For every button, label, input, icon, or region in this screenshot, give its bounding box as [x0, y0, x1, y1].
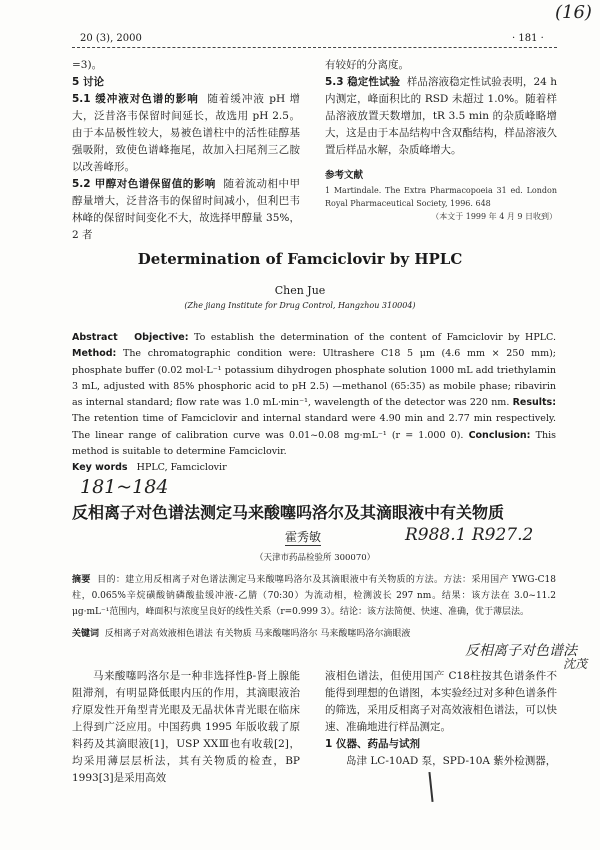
- paragraph-text: 样品溶液稳定性试验表明，24 h 内测定，峰面积比的 RSD 未超过 1.0%。随着样品溶液放置天数增加，tR 3.5 min 的杂质峰略增大，这是由于本品结构中含双酯结构，样品溶液久置后样品水解，杂质峰增大。: [325, 76, 557, 156]
- keywords-text: 反相离子对高效液相色谱法 有关物质 马来酸噻吗洛尔 马来酸噻吗洛尔滴眼液: [104, 629, 411, 639]
- results-text: The retention time of Famciclovir and internal standard were 4.90 min and 2.77 min respectively. The linear range of calibration curve was 0.01~0.08 mg·mL⁻¹ (r = 1.000 0).: [72, 413, 556, 441]
- paragraph-text: 液相色谱法，但使用国产 C18柱按其色谱条件不能得到理想的色谱图，本实验经过对多种色谱条件的筛选，采用反相离子对高效液相色谱法，可以快速、准确地进行样品测定。: [325, 670, 557, 733]
- keywords-text: HPLC, Famciclovir: [136, 462, 227, 474]
- left-column: [72, 57, 300, 244]
- method-label: Method:: [72, 348, 117, 360]
- english-affiliation: (Zhe jiang Institute for Drug Control, Hangzhou 310004): [184, 301, 416, 310]
- chinese-title: 反相离子对色谱法测定马来酸噻吗洛尔及其滴眼液中有关物质: [72, 503, 505, 522]
- abstract-label: 摘要: [72, 575, 91, 585]
- reference-item: 1 Martindale. The Extra Pharmacopoeia 31 ed. London Royal Pharmaceutical Society, 1996. 648: [325, 186, 557, 208]
- results-label: Results:: [512, 397, 556, 409]
- method-text: The chromatographic condition were: Ultrashere C18 5 μm (4.6 mm × 250 mm); phosphate buffer (0.02 mol·L⁻¹ potassium dihydrogen phosphate solution 1000 mL add triethylamin 3 mL, adjusted with 85% phosphoric acid to pH 2.5) —methanol (65:35) as mobile phase; ribavirin as internal standard; flow rate was 1.0 mL·min⁻¹, wavelength of the detector was 220 nm.: [72, 348, 556, 409]
- conclusion-text: This method is suitable to determine Famciclovir.: [72, 429, 556, 458]
- pen-mark: [428, 772, 433, 802]
- header-rule: [72, 47, 557, 48]
- objective-text: To establish the determination of the content of Famciclovir by HPLC.: [188, 332, 556, 343]
- text-line: =3)。: [72, 59, 103, 71]
- paragraph-text: 随着流动相中甲醇量增大，泛昔洛韦的保留时间减小，但利巴韦林峰的保留时间变化不大，故选择甲醇量 35%，2 者: [72, 178, 300, 241]
- keywords-label: Key words: [72, 462, 128, 474]
- subsection-heading: 5.2 甲醇对色谱保留值的影响: [72, 178, 216, 190]
- subsection-heading: 5.1 缓冲液对色谱的影响: [72, 93, 199, 105]
- chinese-body-right: [325, 668, 557, 770]
- english-title: Determination of Famciclovir by HPLC: [137, 250, 463, 268]
- text-line: 有较好的分离度。: [325, 59, 409, 71]
- chinese-abstract: [72, 572, 556, 642]
- paragraph-text: 马来酸噻吗洛尔是一种非选择性β-肾上腺能阻滞剂，有明显降低眼内压的作用，其滴眼液治疗原发性开角型青光眼及无晶状体青光眼在临床上得到广泛应用。中国药典 1995 年版收载了原料药及其滴眼液[1]，USP XXⅢ也有收载[2]，均采用薄层层析法，其有关物质的检查，BP 1993[3]是采用高效: [72, 670, 300, 784]
- references-heading: 参考文献: [325, 170, 364, 181]
- chinese-affiliation: （天津市药品检验所 300070）: [255, 553, 376, 563]
- paragraph-5-1: [72, 91, 300, 176]
- handwritten-note: 反相离子对色谱法: [465, 643, 577, 659]
- abstract-text: 目的：建立用反相离子对色谱法测定马来酸噻吗洛尔及其滴眼液中有关物质的方法。方法：采用国产 YWG-C18柱，0.065%辛烷磺酸钠磷酸盐缓冲液-乙腈（70:30）为流动相，检测波长 297 nm。结果：该方法在 3.0~11.2 μg·mL⁻¹范围内，峰面积与浓度呈良好的线性关系（r=0.999 3）。结论：该方法简便、快速、准确，优于薄层法。: [72, 575, 556, 617]
- page-number: · 181 ·: [512, 33, 544, 44]
- english-author: Chen Jue: [274, 284, 326, 297]
- right-column: [325, 57, 557, 223]
- journal-issue: 20 (3), 2000: [80, 33, 142, 44]
- handwritten-page-range: 181~184: [80, 476, 169, 498]
- received-date: （本文于 1999 年 4 月 9 日收到）: [431, 212, 557, 221]
- subsection-heading: 5.3 稳定性试验: [325, 76, 401, 88]
- keywords-label: 关键词: [72, 629, 100, 639]
- handwritten-side-note: 沈茂: [563, 657, 588, 671]
- paragraph-5-3: [325, 74, 557, 159]
- conclusion-label: Conclusion:: [468, 429, 531, 441]
- english-abstract: [72, 330, 556, 477]
- section-heading: 5 讨论: [72, 76, 104, 88]
- handwritten-corner-mark: (16): [555, 2, 592, 23]
- paragraph-text: 岛津 LC-10AD 泵，SPD-10A 紫外检测器，: [346, 755, 557, 767]
- chinese-body-left: [72, 668, 300, 787]
- chinese-author: 霍秀敏: [285, 530, 322, 544]
- objective-label: Objective:: [134, 332, 189, 343]
- paragraph-5-2: [72, 176, 300, 244]
- abstract-label: Abstract: [72, 332, 118, 343]
- section-heading: 1 仪器、药品与试剂: [325, 738, 420, 750]
- handwritten-classification: R988.1 R927.2: [405, 525, 534, 545]
- paragraph-text: 随着缓冲液 pH 增大，泛昔洛韦保留时间延长，故选用 pH 2.5。由于本品极性较大，易被色谱柱中的活性硅醇基强吸附，致使色谱峰拖尾，故加入扫尾剂三乙胺以改善峰形。: [72, 93, 300, 173]
